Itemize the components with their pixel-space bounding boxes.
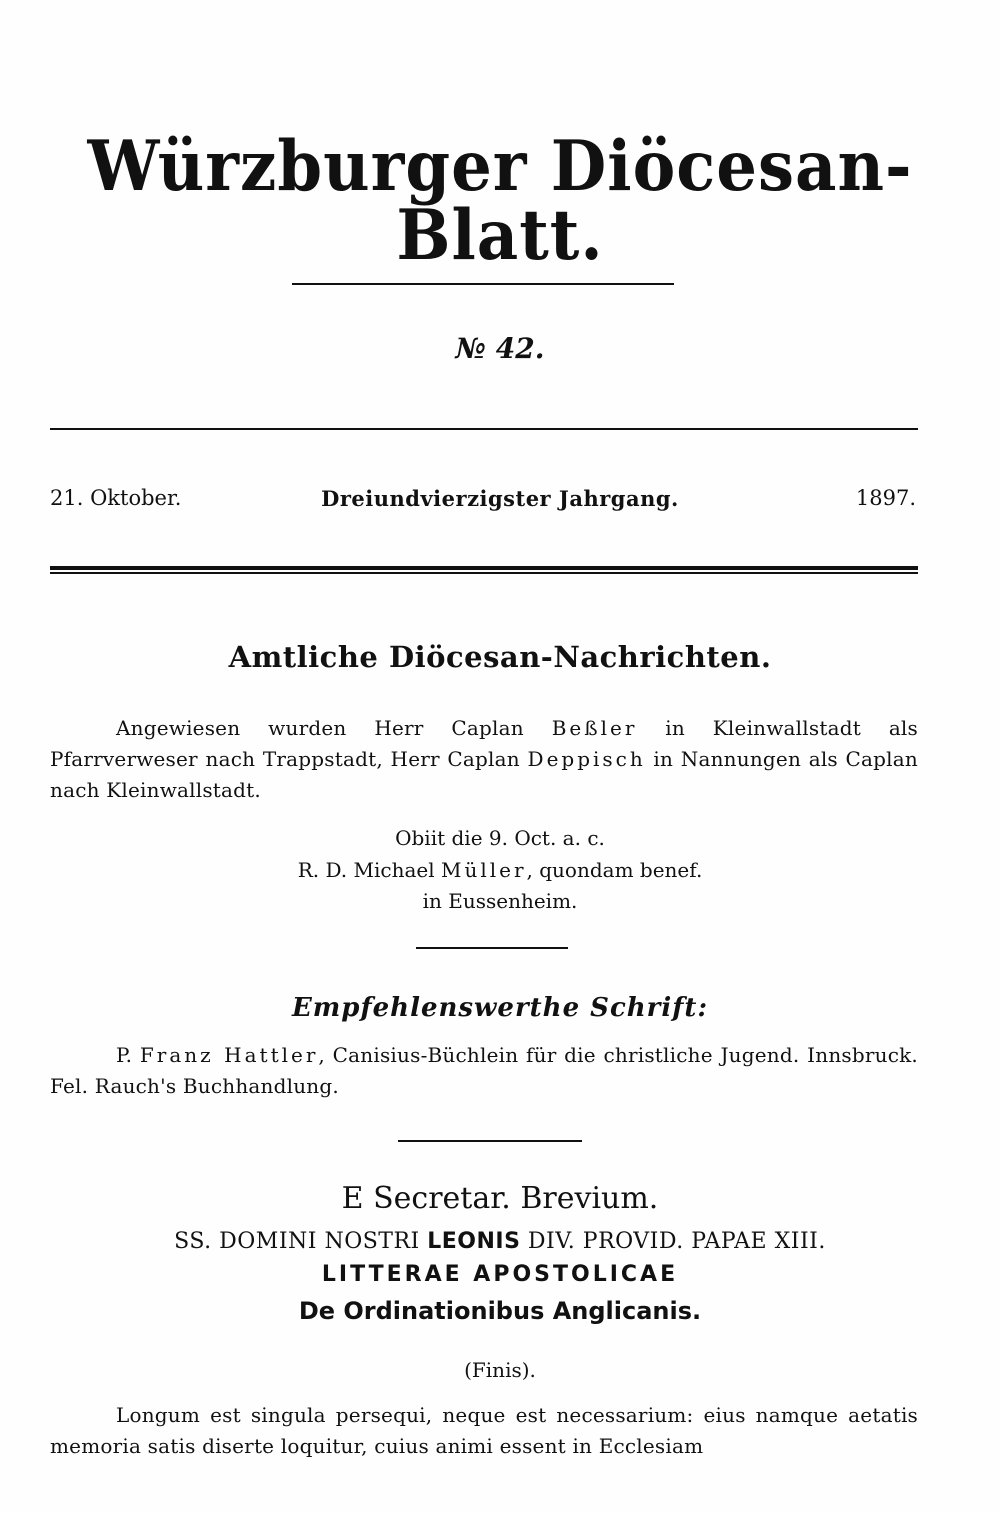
double-rule-top	[50, 566, 918, 570]
obituary-line-1: Obiit die 9. Oct. a. c.	[395, 826, 605, 850]
appointment-paragraph	[50, 713, 918, 806]
volume-label: Dreiundvierzigster Jahrgang.	[321, 486, 679, 511]
brevium-title: E Secretar. Brevium.	[341, 1181, 659, 1216]
divider-short	[292, 283, 674, 285]
finis-label: (Finis).	[464, 1358, 536, 1382]
author-name: Franz Hattler	[139, 1043, 319, 1067]
section-heading-recommended: Empfehlenswerthe Schrift:	[291, 993, 709, 1023]
brevium-sub-a: SS. DOMINI NOSTRI	[174, 1229, 428, 1254]
recommendation-paragraph	[50, 1040, 918, 1102]
masthead-title: Würzburger Diöcesan-Blatt.	[87, 126, 913, 277]
brevium-sub-b: DIV. PROVID. PAPAE XIII.	[520, 1229, 826, 1254]
recommendation-text-b: , Canisius-Büchlein für die christliche Jugend. Innsbruck. Fel. Rauch's Buchhandlung.	[50, 1043, 918, 1098]
section-heading-official: Amtliche Diöcesan-Nachrichten.	[228, 640, 772, 674]
obituary-text-b: , quondam benef.	[526, 858, 703, 882]
brevium-leonis: LEONIS	[427, 1229, 521, 1254]
obituary-text-a: R. D. Michael	[297, 858, 441, 882]
appointment-text-b: in Kleinwallstadt als Pfarrverweser nach Trappstadt, Herr Caplan	[50, 716, 918, 771]
obituary-line-3: in Eussenheim.	[422, 889, 578, 913]
divider-section-2	[398, 1140, 582, 1142]
litterae-heading: LITTERAE APOSTOLICAE	[321, 1262, 679, 1287]
divider-section-1	[416, 947, 568, 949]
issue-date: 21. Oktober.	[50, 486, 182, 510]
latin-body-paragraph: Longum est singula persequi, neque est necessarium: eius namque aetatis memoria satis diserte loquitur, cuius animi essent in Ecclesiam	[50, 1403, 918, 1458]
double-rule-bottom	[50, 572, 918, 574]
person-name-bessler: Beßler	[551, 716, 638, 740]
obituary-line-2	[0, 855, 1000, 886]
ordinationibus-heading: De Ordinationibus Anglicanis.	[298, 1297, 702, 1325]
appointment-text-a: Angewiesen wurden Herr Caplan	[116, 716, 552, 740]
appointment-text-c: in Nannungen als Caplan nach Kleinwallstadt.	[50, 747, 918, 802]
issue-number: № 42.	[455, 332, 545, 365]
recommendation-text-a: P.	[116, 1043, 140, 1067]
person-name-deppisch: Deppisch	[527, 747, 646, 771]
divider-full	[50, 428, 918, 430]
obituary-name: Müller	[440, 858, 527, 882]
brevium-subtitle	[0, 1229, 1000, 1254]
issue-year: 1897.	[855, 486, 916, 510]
